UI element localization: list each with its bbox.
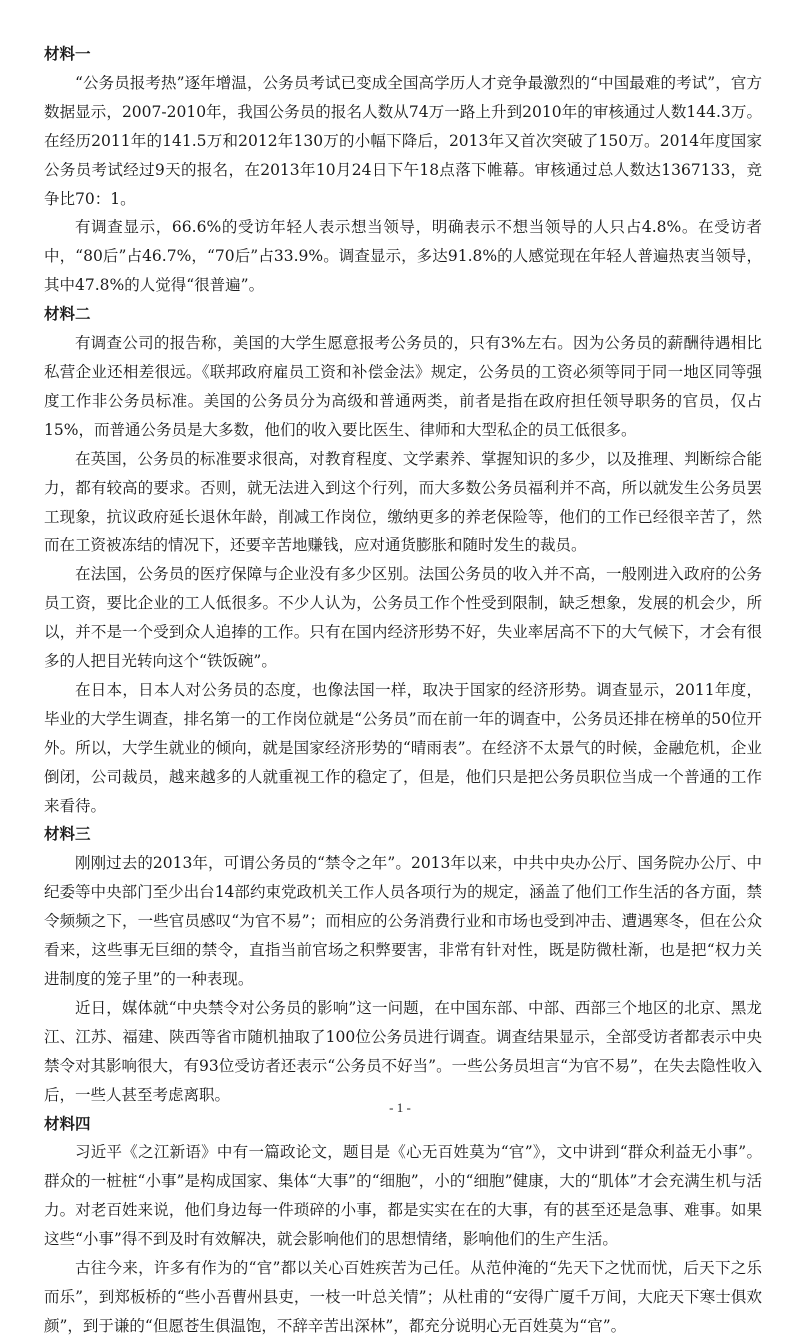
paragraph: 近日，媒体就“中央禁令对公务员的影响”这一问题，在中国东部、中部、西部三个地区的北京、黑龙江、江苏、福建、陕西等省市随机抽取了100位公务员进行调查。调查结果显示，全部受访者都表示中央禁令对其影响很大，有93位受访者还表示“公务员不好当”。一些公务员坦言“为官不易”，在失去隐性收入后，一些人甚至考虑离职。 (44, 998, 762, 1104)
paragraph: 习近平《之江新语》中有一篇政论文，题目是《心无百姓莫为“官”》，文中讲到“群众利益无小事”。群众的一桩桩“小事”是构成国家、集体“大事”的“细胞”，小的“细胞”健康，大的“肌体”才会充满生机与活力。对老百姓来说，他们身边每一件琐碎的小事，都是实实在在的大事，有的甚至还是急事、难事。如果这些“小事”得不到及时有效解决，就会影响他们的思想情绪，影响他们的生产生活。 (44, 1143, 762, 1249)
paragraph: “公务员报考热”逐年增温，公务员考试已变成全国高学历人才竞争最激烈的“中国最难的考试”，官方数据显示，2007-2010年，我国公务员的报名人数从74万一路上升到2010年的审核通过人数144.3万。在经历2011年的141.5万和2012年130万的小幅下降后，2013年又首次突破了150万。2014年度国家公务员考试经过9天的报名，在2013年10月24日下午18点落下帷幕。审核通过总人数达1367133，竞争比70：1。 (44, 73, 762, 208)
section-heading: 材料三 (44, 825, 91, 844)
paragraph: 在法国，公务员的医疗保障与企业没有多少区别。法国公务员的收入并不高，一般刚进入政府的公务员工资，要比企业的工人低很多。不少人认为，公务员工作个性受到限制，缺乏想象，发展的机会少，所以，并不是一个受到众人追捧的工作。只有在国内经济形势不好，失业率居高不下的大气候下，才会有很多的人把目光转向这个“铁饭碗”。 (44, 565, 762, 671)
section-material-2 (44, 300, 762, 820)
section-heading: 材料一 (44, 45, 91, 63)
section-material-4 (44, 1110, 762, 1341)
section-heading: 材料四 (44, 1114, 91, 1133)
paragraph: 古往今来，许多有作为的“官”都以关心百姓疾苦为己任。从范仲淹的“先天下之忧而忧，后天下之乐而乐”，到郑板桥的“些小吾曹州县吏，一枝一叶总关情”；从杜甫的“安得广厦千万间，大庇天下寒士俱欢颜”，到于谦的“但愿苍生俱温饱，不辞辛苦出深林”，都充分说明心无百姓莫为“官”。 (44, 1259, 762, 1335)
paragraph: 刚刚过去的2013年，可谓公务员的“禁令之年”。2013年以来，中共中央办公厅、国务院办公厅、中纪委等中央部门至少出台14部约束党政机关工作人员各项行为的规定，涵盖了他们工作生活的各方面，禁令频频之下，一些官员感叹“为官不易”；而相应的公务消费行业和市场也受到冲击、遭遇寒冬，但在公众看来，这些事无巨细的禁令，直指当前官场之积弊要害，非常有针对性，既是防微杜渐，也是把“权力关进制度的笼子里”的一种表现。 (44, 854, 762, 988)
section-material-3 (44, 820, 762, 1109)
section-heading: 材料二 (44, 305, 91, 324)
section-material-1 (44, 40, 762, 300)
paragraph: 有调查显示，66.6%的受访年轻人表示想当领导，明确表示不想当领导的人只占4.8%。在受访者中，“80后”占46.7%，“70后”占33.9%。调查显示，多达91.8%的人感觉现在年轻人普遍热衷当领导，其中47.8%的人觉得“很普遍”。 (44, 218, 762, 295)
paragraph: 有调查公司的报告称，美国的大学生愿意报考公务员的，只有3%左右。因为公务员的薪酬待遇相比私营企业还相差很远。《联邦政府雇员工资和补偿金法》规定，公务员的工资必须等同于同一地区同等强度工作非公务员标准。美国的公务员分为高级和普通两类，前者是指在政府担任领导职务的官员，仅占15%，而普通公务员是大多数，他们的收入要比医生、律师和大型私企的员工低很多。 (44, 334, 762, 439)
document-body (44, 40, 762, 1341)
page-number: - 1 - (389, 1100, 411, 1115)
paragraph: 在日本，日本人对公务员的态度，也像法国一样，取决于国家的经济形势。调查显示，2011年度，毕业的大学生调查，排名第一的工作岗位就是“公务员”而在前一年的调查中，公务员还排在榜单的50位开外。所以，大学生就业的倾向，就是国家经济形势的“晴雨表”。在经济不太景气的时候，金融危机，企业倒闭，公司裁员，越来越多的人就重视工作的稳定了，但是，他们只是把公务员职位当成一个普通的工作来看待。 (44, 680, 762, 815)
paragraph: 在英国，公务员的标准要求很高，对教育程度、文学素养、掌握知识的多少，以及推理、判断综合能力，都有较高的要求。否则，就无法进入到这个行列，而大多数公务员福利并不高，所以就发生公务员罢工现象，抗议政府延长退休年龄，削减工作岗位，缴纳更多的养老保险等，他们的工作已经很辛苦了，然而在工资被冻结的情况下，还要辛苦地赚钱，应对通货膨胀和随时发生的裁员。 (44, 449, 762, 555)
